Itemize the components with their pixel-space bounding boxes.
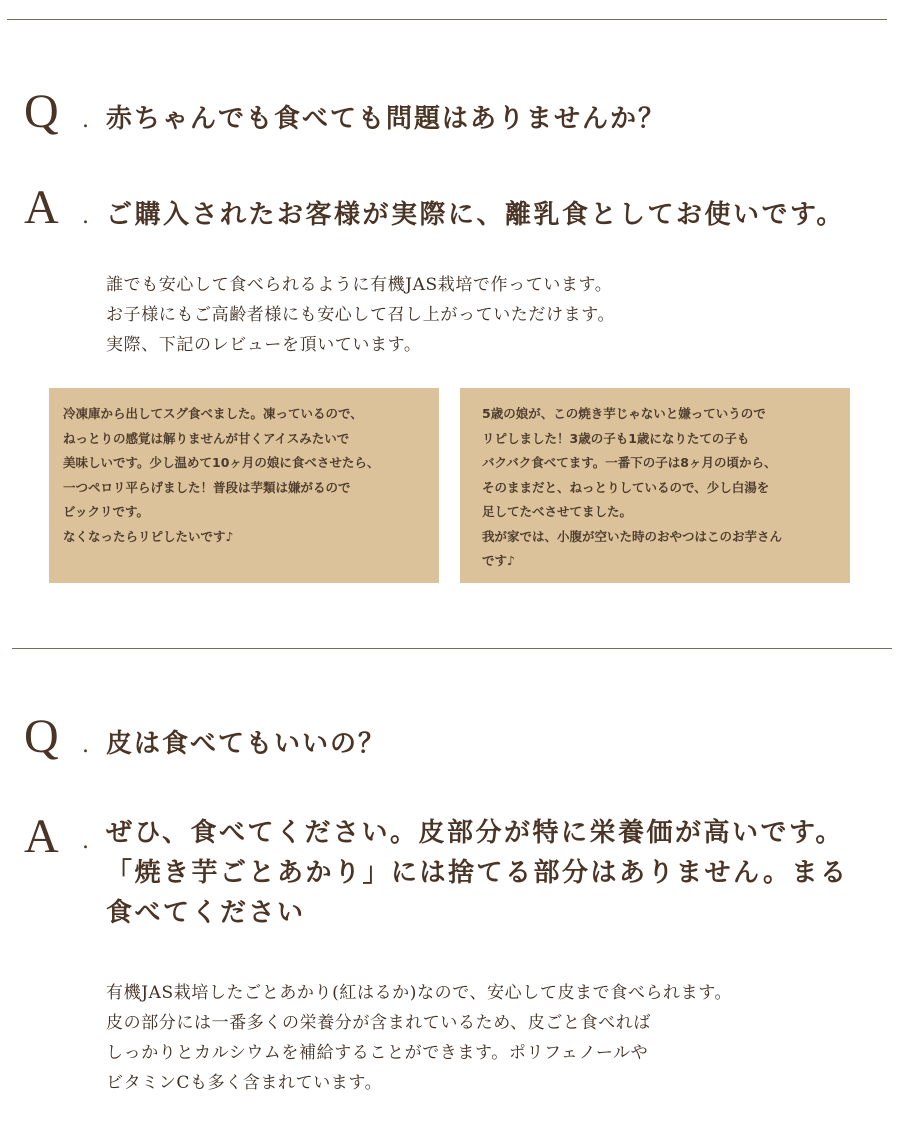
top-divider <box>7 19 887 20</box>
answer-details-1: 誰でも安心して食べられるように有機JAS栽培で作っています。 お子様にもご高齢者様にも安心して召し上がっていただけます。 実際、下記のレビューを頂いています。 <box>106 275 616 355</box>
answer-text: ぜひ、食べてください。皮部分が特に栄養価が高いです。 「焼き芋ごとあかり」には捨てる部分はありません。まる 食べてください <box>106 818 849 928</box>
q-letter: Q <box>24 710 59 763</box>
question-1 <box>24 85 667 138</box>
q-dot: . <box>82 733 89 758</box>
q-dot: . <box>82 108 89 133</box>
a-letter: A <box>24 181 59 234</box>
question-text: 皮は食べてもいいの？ <box>106 729 387 759</box>
a-letter: A <box>24 810 59 863</box>
review-card-2: 5歳の娘が、この焼き芋じゃないと嫌っていうので リピしました！3歳の子も1歳になりたての子も バクバク食べてます。一番下の子は8ヶ月の頃から、 そのままだと、ねっとりしているので、少し白湯を 足してたべさせてました。 我が家では、小腹が空いた時のおやつはこのお芋さん です♪ <box>460 388 850 583</box>
answer-details-2: 有機JAS栽培したごとあかり(紅はるか)なので、安心して皮まで食べられます。 皮の部分には一番多くの栄養分が含まれているため、皮ごと食べれば しっかりとカルシウムを補給することができます。ポリフェノールや ビタミンCも多く含まれています。 <box>106 983 733 1093</box>
question-text: 赤ちゃんでも食べても問題はありませんか？ <box>106 104 667 134</box>
answer-1 <box>24 181 845 235</box>
review-card-1: 冷凍庫から出してスグ食べました。凍っているので、 ねっとりの感覚は解りませんが甘くアイスみたいで 美味しいです。少し温めて10ヶ月の娘に食べさせたら、 一つペロリ平らげました！普段は芋類は嫌がるので ビックリです。 なくなったらリピしたいです♪ <box>49 388 439 583</box>
question-2 <box>24 710 387 763</box>
answer-2 <box>24 810 849 933</box>
section-divider <box>12 648 892 649</box>
a-dot: . <box>82 204 89 229</box>
q-letter: Q <box>24 85 59 138</box>
a-dot: . <box>82 829 89 854</box>
answer-text: ご購入されたお客様が実際に、離乳食としてお使いです。 <box>106 200 845 230</box>
